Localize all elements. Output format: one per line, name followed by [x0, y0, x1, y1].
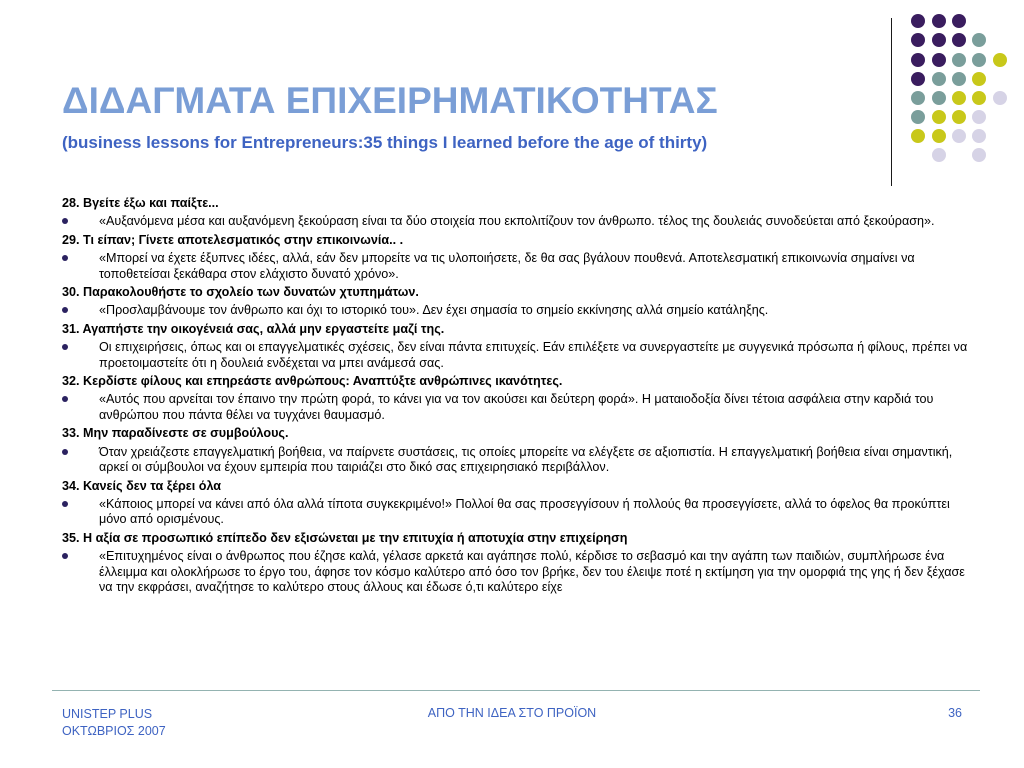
bullet-item: [62, 445, 968, 476]
footer-org: UNISTEP PLUS: [62, 707, 153, 721]
decorative-dot: [972, 91, 986, 105]
page-number: 36: [948, 706, 962, 720]
bullet-text: Οι επιχειρήσεις, όπως και οι επαγγελματικές σχέσεις, δεν είναι πάντα επιτυχείς. Εάν επιλέξετε να συνεργαστείτε με συγγενικά πρόσωπα ή φίλους, πρέπει να προετοιμαστείτε ότι η δουλειά ενδέχεται να μπει ανάμεσά σας.: [99, 340, 968, 370]
slide-content: [62, 196, 968, 598]
section-heading: 32. Κερδίστε φίλους και επηρεάστε ανθρώπους: Αναπτύξτε ανθρώπινες ικανότητες.: [62, 374, 563, 389]
decorative-dot: [932, 14, 946, 28]
section-heading: 34. Κανείς δεν τα ξέρει όλα: [62, 478, 222, 493]
decorative-dot: [993, 91, 1007, 105]
decorative-dot: [972, 72, 986, 86]
decorative-dot: [952, 53, 966, 67]
bullet-item: [62, 497, 968, 528]
decorative-dot: [952, 110, 966, 124]
section-heading: 28. Βγείτε έξω και παίξτε...: [62, 196, 219, 210]
decorative-dot: [972, 110, 986, 124]
footer-divider: [52, 690, 980, 691]
bullet-icon: [62, 553, 68, 559]
decorative-dot: [972, 33, 986, 47]
decorative-dot: [932, 53, 946, 67]
decorative-dot: [972, 53, 986, 67]
section-heading: 33. Μην παραδίνεστε σε συμβούλους.: [62, 426, 289, 441]
bullet-item: [62, 340, 968, 371]
bullet-icon: [62, 218, 68, 224]
decorative-dot: [932, 110, 946, 124]
decorative-dot: [911, 110, 925, 124]
decorative-dot: [932, 91, 946, 105]
section-heading: 31. Αγαπήστε την οικογένειά σας, αλλά μην εργαστείτε μαζί της.: [62, 321, 445, 336]
bullet-text: «Μπορεί να έχετε έξυπνες ιδέες, αλλά, εάν δεν μπορείτε να τις υλοποιήσετε, δε θα σας βγάλουν πουθενά. Αποτελεσματική επικοινωνία σημαίνει να τοποθετείσαι ξεκάθαρα στον ελάχιστο δυνατό χρόνο».: [99, 251, 915, 281]
slide-subtitle: (business lessons for Entrepreneurs:35 things I learned before the age of thirty): [62, 133, 708, 152]
section-heading: 29. Τι είπαν; Γίνετε αποτελεσματικός στην επικοινωνία.. .: [62, 232, 404, 247]
bullet-icon: [62, 449, 68, 455]
decorative-dot: [932, 129, 946, 143]
decorative-dot: [952, 91, 966, 105]
footer-title: ΑΠΟ ΤΗΝ ΙΔΕΑ ΣΤΟ ΠΡΟΪΟΝ: [427, 706, 597, 720]
bullet-item: [62, 549, 968, 595]
bullet-text: «Επιτυχημένος είναι ο άνθρωπος που έζησε καλά, γέλασε αρκετά και αγάπησε πολύ, κέρδισε το σεβασμό και την αγάπη των παιδιών, συμπλήρωσε ένα έλλειμμα και ολοκλήρωσε το έργο του, άφησε τον κόσμο καλύτερο από όσο τον βρήκε, δεν του έλειψε ποτέ η εκτίμηση για την ομορφιά της γης ή δεν ξέχασε να την εκφράσει, αναζήτησε το καλύτερο στους άλλους και έδωσε ό,τι καλύτερο είχε: [99, 549, 965, 594]
bullet-icon: [62, 255, 68, 261]
bullet-icon: [62, 344, 68, 350]
decorative-dot: [911, 129, 925, 143]
bullet-text: «Αυξανόμενα μέσα και αυξανόμενη ξεκούραση είναι τα δύο στοιχεία που εκπολιτίζουν τον άνθρωπο. τέλος της δουλειάς συνοδεύεται από ξεκούραση».: [99, 214, 935, 229]
bullet-item: [62, 214, 968, 229]
decorative-dot: [952, 129, 966, 143]
decorative-dot: [911, 72, 925, 86]
decorative-dot: [932, 148, 946, 162]
decorative-dot: [932, 72, 946, 86]
section-heading: 30. Παρακολουθήστε το σχολείο των δυνατών χτυπημάτων.: [62, 285, 419, 300]
vertical-divider: [891, 18, 892, 186]
bullet-text: «Κάποιος μπορεί να κάνει από όλα αλλά τίποτα συγκεκριμένο!» Πολλοί θα σας προσεγγίσουν ή πολλούς θα προσεγγίσετε, αλλά το όφελος θα προκύπτει μόνο από ορισμένους.: [99, 496, 950, 527]
decorative-dot: [911, 53, 925, 67]
bullet-item: [62, 392, 968, 423]
decorative-dot: [972, 129, 986, 143]
decorative-dot: [911, 14, 925, 28]
decorative-dot: [911, 33, 925, 47]
decorative-dot: [972, 148, 986, 162]
bullet-icon: [62, 396, 68, 402]
bullet-item: [62, 303, 968, 318]
section-heading: 35. Η αξία σε προσωπικό επίπεδο δεν εξισώνεται με την επιτυχία ή αποτυχία στην επιχείρηση: [62, 530, 628, 545]
decorative-dot: [993, 53, 1007, 67]
footer-date: ΟΚΤΩΒΡΙΟΣ 2007: [62, 724, 166, 738]
decorative-dot: [911, 91, 925, 105]
decorative-dot: [932, 33, 946, 47]
decorative-dot: [952, 72, 966, 86]
bullet-text: Όταν χρειάζεστε επαγγελματική βοήθεια, να παίρνετε συστάσεις, τις οποίες μπορείτε να ελέγξετε σε αξιοπιστία. Η επαγγελματική βοήθεια είναι σημαντική, αρκεί οι σύμβουλοι να έχουν εμπειρία που ταιριάζει στο δικό σας επιχειρησιακό περιβάλλον.: [99, 444, 953, 475]
bullet-icon: [62, 501, 68, 507]
decorative-dot: [952, 14, 966, 28]
bullet-item: [62, 251, 968, 282]
decorative-dot: [952, 33, 966, 47]
bullet-text: «Αυτός που αρνείται τον έπαινο την πρώτη φορά, το κάνει για να τον ακούσει και δεύτερη φορά». Η ματαιοδοξία δίνει τέτοια ασφάλεια στην καρδιά του ανθρώπου που πάντα θέλει να τυγχάνει θαυμασμό.: [99, 392, 934, 422]
slide-title: ΔΙΔΑΓΜΑΤΑ ΕΠΙΧΕΙΡΗΜΑΤΙΚΟΤΗΤΑΣ: [62, 80, 718, 121]
bullet-icon: [62, 307, 68, 313]
bullet-text: «Προσλαμβάνουμε τον άνθρωπο και όχι το ιστορικό του». Δεν έχει σημασία το σημείο εκκίνησης αλλά σημείο κατάληξης.: [99, 303, 769, 318]
